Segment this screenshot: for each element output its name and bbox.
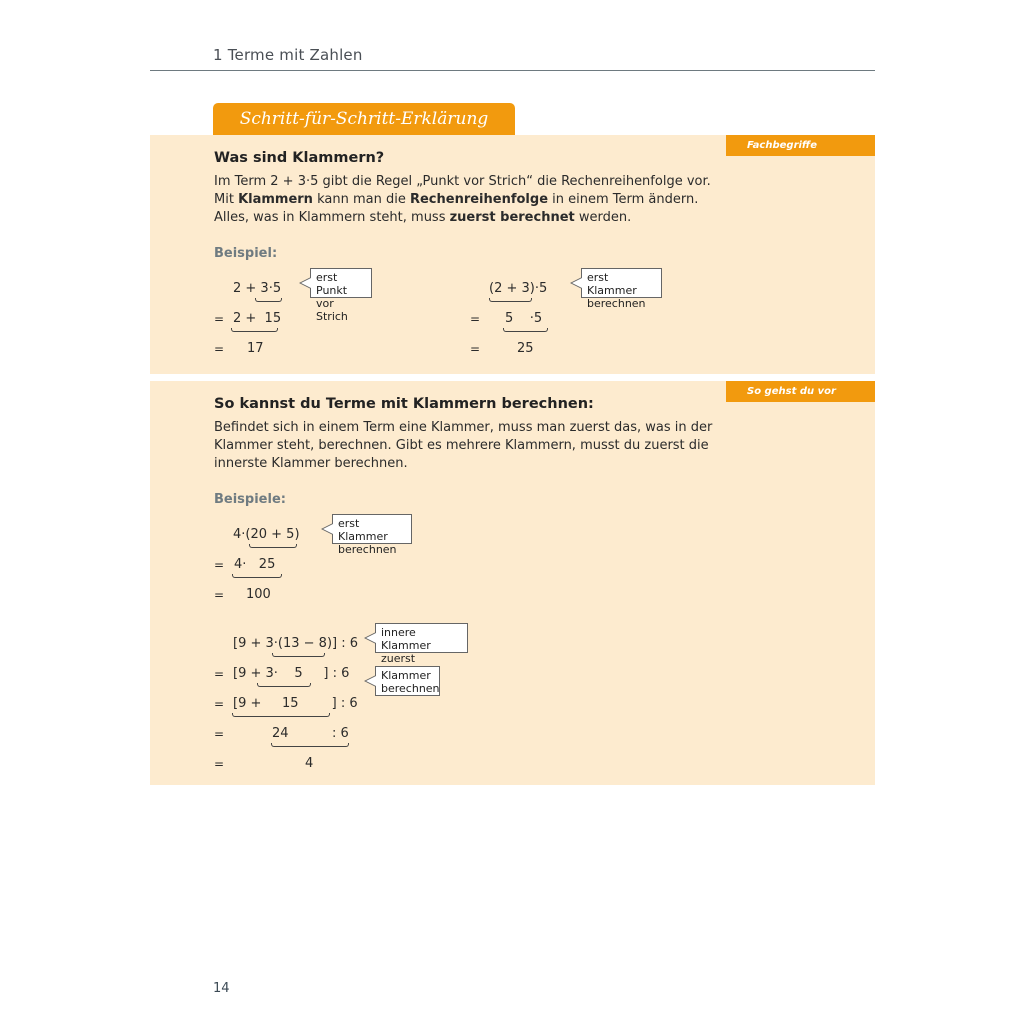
underbrace	[232, 713, 330, 717]
underbrace	[271, 743, 349, 747]
examples-label: Beispiele:	[214, 492, 286, 507]
section2-line3: innerste Klammer berechnen.	[214, 456, 408, 471]
callout-erst-klammer-2: erst Klammer berechnen	[332, 514, 412, 544]
equals-sign: =	[214, 667, 225, 681]
exB-line3: 25	[517, 341, 534, 356]
exB-line1: (2 + 3)·5	[489, 281, 548, 296]
section-tab-title: Schritt-für-Schritt-Erklärung	[213, 103, 515, 135]
ex2B-line4: 24	[272, 726, 289, 741]
equals-sign: =	[214, 558, 225, 572]
section1-line1: Im Term 2 + 3·5 gibt die Regel „Punkt vor Strich“ die Rechenreihenfolge vor.	[214, 174, 711, 189]
underbrace	[232, 574, 282, 578]
section1-line3: Alles, was in Klammern steht, muss zuerst berechnet werden.	[214, 210, 632, 225]
ex2B-line5: 4	[305, 756, 314, 771]
exA-line1: 2 + 3·5	[233, 281, 282, 296]
underbrace	[272, 653, 325, 657]
underbrace	[255, 298, 282, 302]
page-number: 14	[213, 981, 230, 996]
callout-erst-punkt: erst Punkt vor Strich	[310, 268, 372, 298]
section1-line2: Mit Klammern kann man die Rechenreihenfolge in einem Term ändern.	[214, 192, 699, 207]
example-label: Beispiel:	[214, 246, 278, 261]
equals-sign: =	[214, 727, 225, 741]
equals-sign: =	[214, 342, 225, 356]
exB-line2: 5 ·5	[505, 311, 543, 326]
section2-line1: Befindet sich in einem Term eine Klammer, muss man zuerst das, was in der	[214, 420, 713, 435]
exA-line2: 2 + 15	[233, 311, 282, 326]
section1-heading: Was sind Klammern?	[214, 150, 385, 166]
exA-line3: 17	[247, 341, 264, 356]
equals-sign: =	[214, 588, 225, 602]
header-divider	[150, 70, 875, 71]
underbrace	[503, 328, 548, 332]
ex2A-line3: 100	[246, 587, 271, 602]
equals-sign: =	[470, 312, 481, 326]
equals-sign: =	[214, 697, 225, 711]
ex2B-line1: [9 + 3·(13 − 8)] : 6	[233, 636, 359, 651]
section2-line2: Klammer steht, berechnen. Gibt es mehrere Klammern, musst du zuerst die	[214, 438, 709, 453]
section2-paragraph	[214, 419, 712, 473]
ex2A-line2: 4· 25	[234, 557, 276, 572]
equals-sign: =	[214, 757, 225, 771]
ex2B-line2: [9 + 3· 5 ] : 6	[233, 666, 350, 681]
underbrace	[249, 544, 297, 548]
ex2B-line3: [9 + 15 ] : 6	[233, 696, 358, 711]
callout-innere-klammer: innere Klammer zuerst	[375, 623, 468, 653]
ex2A-line1: 4·(20 + 5)	[233, 527, 300, 542]
underbrace	[489, 298, 532, 302]
equals-sign: =	[214, 312, 225, 326]
section2-heading: So kannst du Terme mit Klammern berechnen:	[214, 396, 594, 412]
section1-paragraph	[214, 173, 711, 227]
chapter-title: 1 Terme mit Zahlen	[213, 46, 363, 64]
underbrace	[231, 328, 278, 332]
equals-sign: =	[470, 342, 481, 356]
sidetag-fachbegriffe: Fachbegriffe	[726, 135, 875, 156]
underbrace	[257, 683, 311, 687]
callout-klammer-berechnen: Klammer berechnen	[375, 666, 440, 696]
ex2B-line4-divisor: : 6	[332, 726, 349, 741]
sidetag-so-gehst-du-vor: So gehst du vor	[726, 381, 875, 402]
callout-erst-klammer: erst Klammer berechnen	[581, 268, 662, 298]
